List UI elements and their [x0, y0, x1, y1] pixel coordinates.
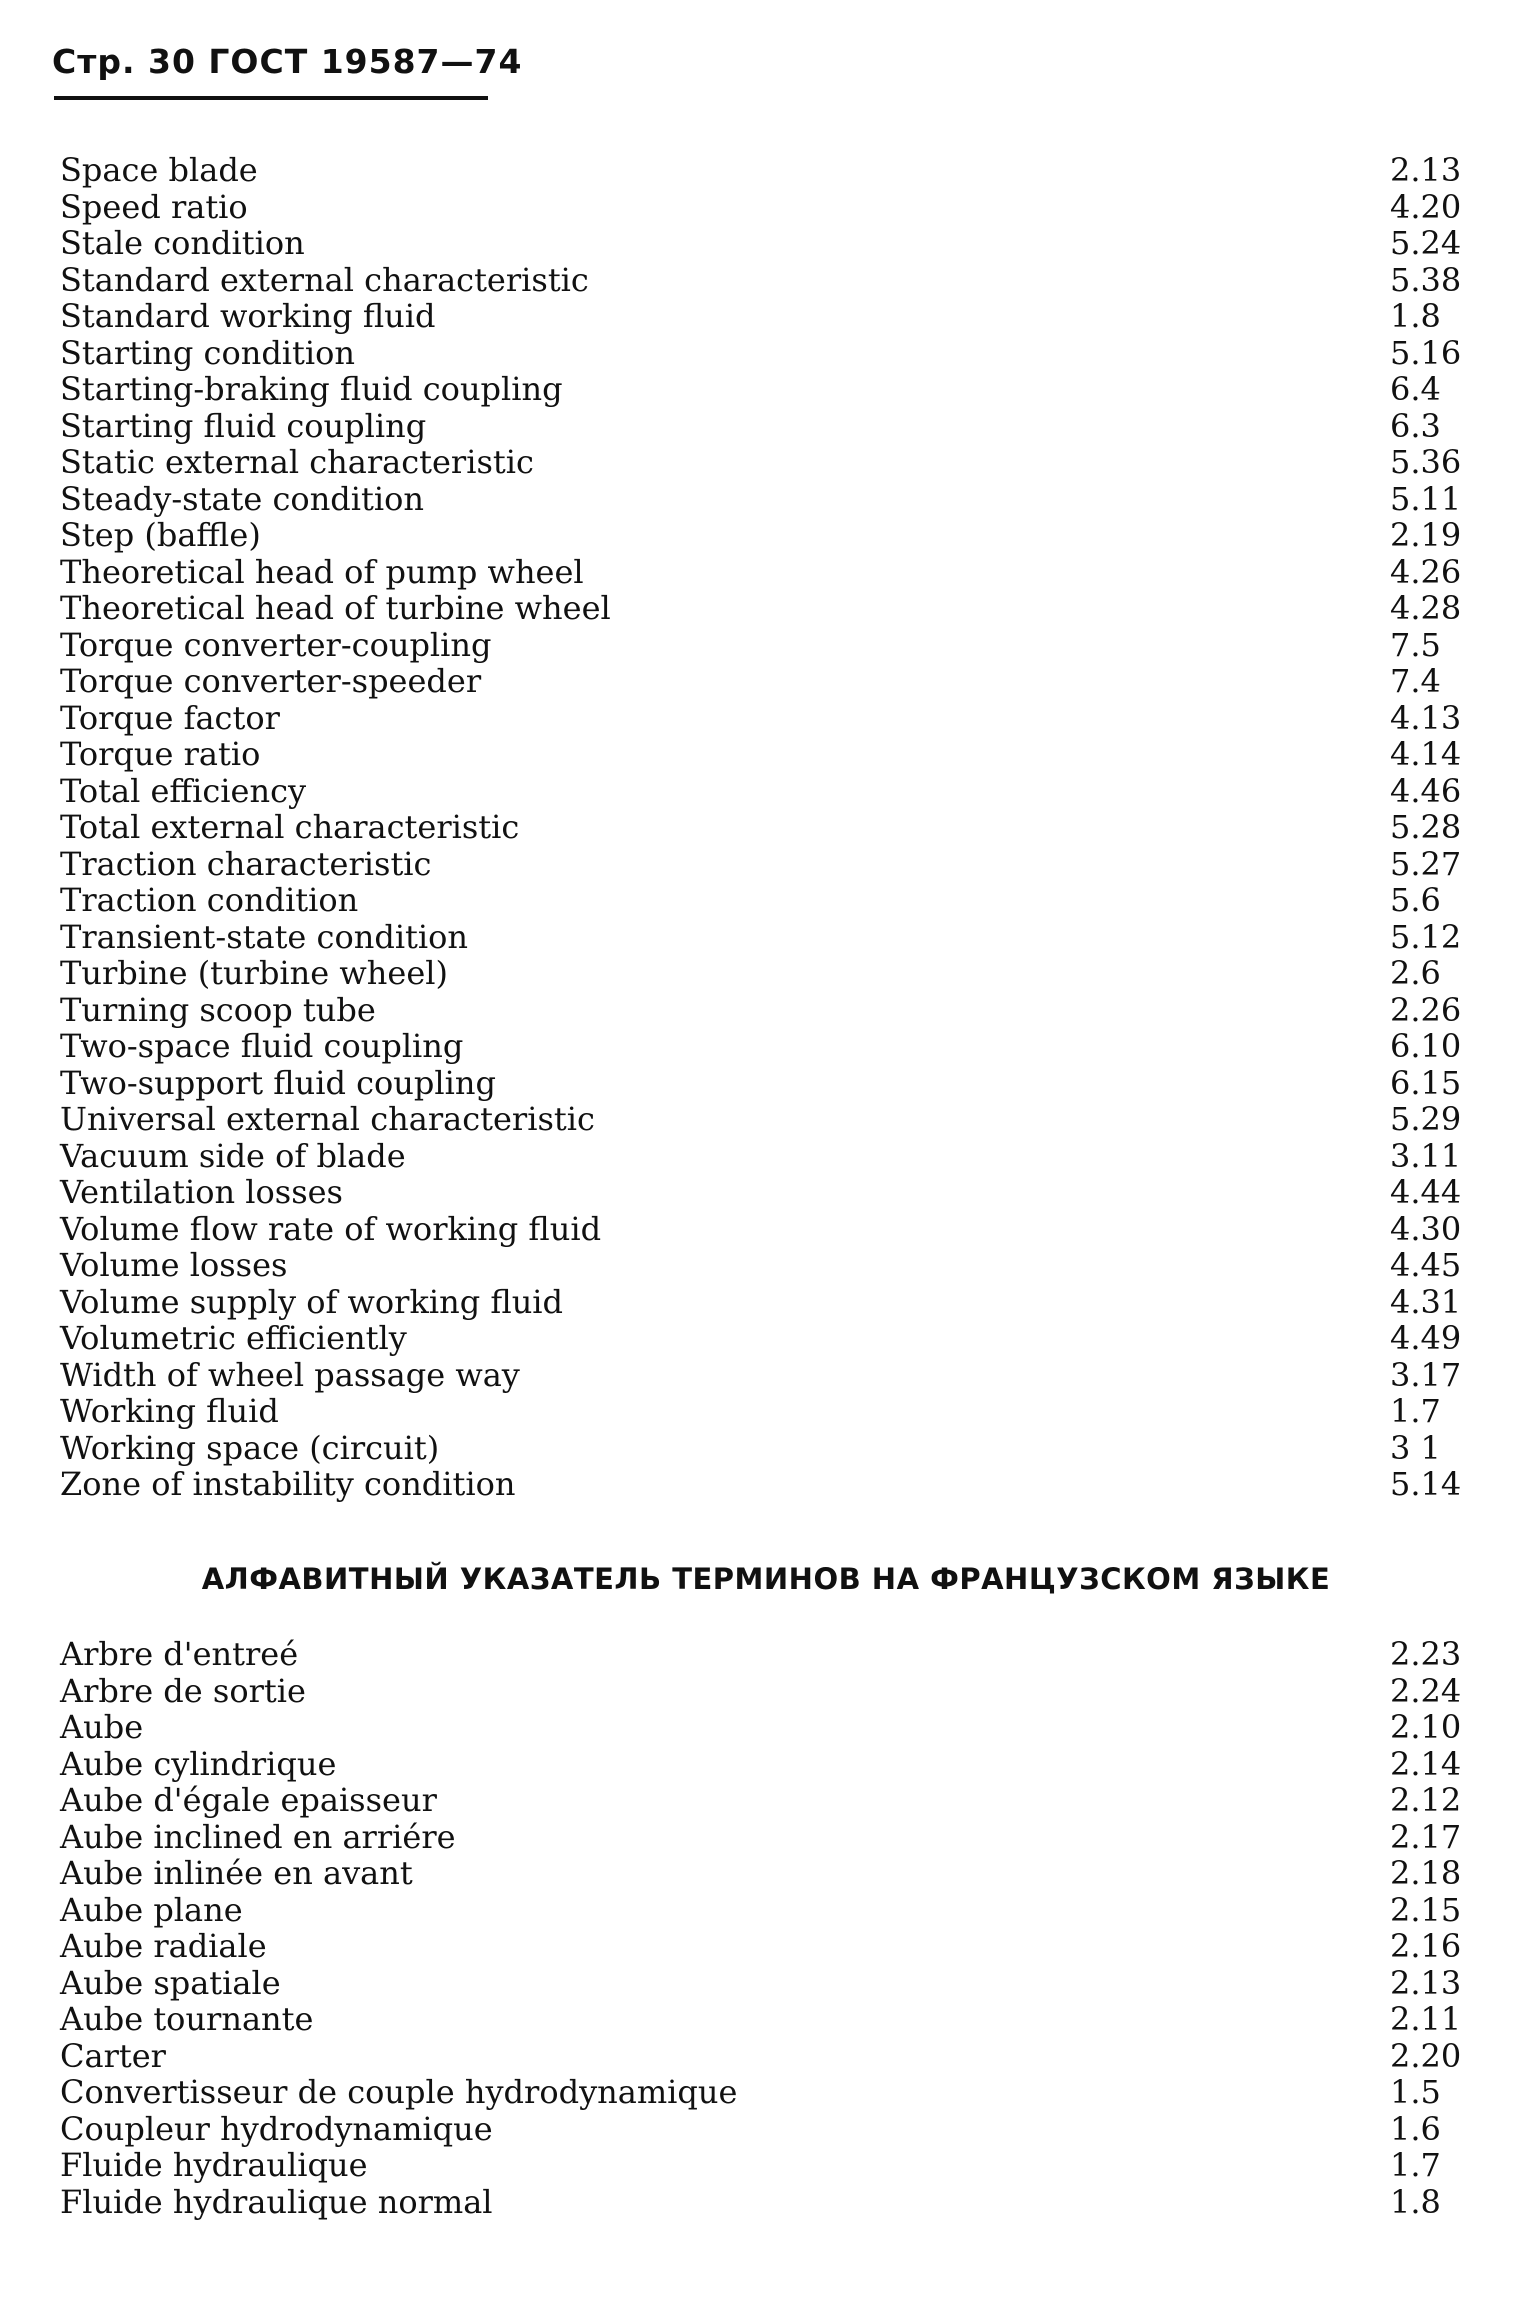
- index-term: Coupleur hydrodynamique: [60, 2109, 493, 2148]
- index-entry: [52, 554, 1462, 591]
- index-entry: [52, 152, 1462, 189]
- index-entry: [52, 1284, 1462, 1321]
- index-term: Starting fluid coupling: [60, 406, 427, 445]
- index-ref-number: 3.11: [1390, 1136, 1462, 1175]
- index-ref-number: 4.13: [1390, 698, 1462, 737]
- index-term: Total efficiency: [60, 771, 307, 810]
- index-ref-number: 2.24: [1390, 1671, 1462, 1710]
- index-term: Universal external characteristic: [60, 1100, 595, 1138]
- index-term: Arbre de sortie: [60, 1671, 306, 1710]
- index-entry: [52, 1211, 1462, 1248]
- index-term: Standard external characteristic: [60, 260, 589, 299]
- index-ref-number: 1.7: [1390, 2146, 1441, 2184]
- index-ref-number: 2.12: [1390, 1781, 1462, 1819]
- index-entry: [52, 1819, 1462, 1856]
- index-entry: [52, 1709, 1462, 1746]
- index-entry: [52, 262, 1462, 299]
- index-entry: [52, 2001, 1462, 2038]
- index-term: Volume losses: [60, 1246, 288, 1284]
- index-entry: [52, 225, 1462, 262]
- index-ref-number: 4.49: [1390, 1319, 1462, 1357]
- index-ref-number: 6.3: [1390, 406, 1441, 445]
- index-ref-number: 5.12: [1390, 917, 1462, 956]
- index-entry: [52, 517, 1462, 554]
- index-term: Volume supply of working fluid: [60, 1282, 564, 1321]
- french-terms-index: [52, 1636, 1462, 2220]
- index-entry: [52, 1928, 1462, 1965]
- index-ref-number: 1.7: [1390, 1392, 1441, 1430]
- index-entry: [52, 627, 1462, 664]
- index-ref-number: 2.19: [1390, 516, 1462, 554]
- index-entry: [52, 1636, 1462, 1673]
- index-entry: [52, 590, 1462, 627]
- index-ref-number: 4.14: [1390, 735, 1462, 773]
- french-index-heading: АЛФАВИТНЫЙ УКАЗАТЕЛЬ ТЕРМИНОВ НА ФРАНЦУЗСКОМ ЯЗЫКЕ: [201, 1562, 1331, 1596]
- index-term: Fluide hydraulique: [60, 2146, 368, 2184]
- index-term: Working fluid: [60, 1392, 279, 1430]
- index-entry: [52, 955, 1462, 992]
- index-term: Standard working fluid: [60, 297, 436, 335]
- index-ref-number: 2.20: [1390, 2036, 1462, 2075]
- index-entry: [52, 919, 1462, 956]
- index-ref-number: 1.5: [1390, 2073, 1441, 2111]
- index-ref-number: 6.10: [1390, 1027, 1462, 1065]
- index-ref-number: 4.45: [1390, 1246, 1462, 1284]
- index-ref-number: 7.5: [1390, 625, 1441, 664]
- index-entry: [52, 1174, 1462, 1211]
- index-term: Torque ratio: [60, 735, 261, 773]
- header-rule: [54, 96, 488, 100]
- index-entry: [52, 1138, 1462, 1175]
- index-term: Step (baffle): [60, 516, 261, 554]
- index-ref-number: 6.15: [1390, 1063, 1462, 1102]
- index-term: Total external characteristic: [60, 808, 520, 846]
- index-ref-number: 1.8: [1390, 2182, 1441, 2221]
- index-entry: [52, 1892, 1462, 1929]
- index-ref-number: 5.14: [1390, 1465, 1462, 1503]
- index-entry: [52, 809, 1462, 846]
- index-ref-number: 5.28: [1390, 808, 1462, 846]
- index-term: Aube inlinée en avant: [60, 1854, 413, 1892]
- index-ref-number: 5.27: [1390, 844, 1462, 883]
- index-term: Volume flow rate of working fluid: [60, 1209, 602, 1248]
- index-term: Steady-state condition: [60, 479, 424, 518]
- index-ref-number: 5.36: [1390, 443, 1462, 481]
- index-term: Aube radiale: [60, 1927, 267, 1965]
- index-entry: [52, 1430, 1462, 1467]
- index-ref-number: 5.29: [1390, 1100, 1462, 1138]
- index-entry: [52, 1965, 1462, 2002]
- index-ref-number: 4.26: [1390, 552, 1462, 591]
- index-entry: [52, 1101, 1462, 1138]
- index-term: Fluide hydraulique normal: [60, 2182, 493, 2221]
- english-terms-index: [52, 152, 1462, 1503]
- index-entry: [52, 882, 1462, 919]
- index-term: Torque converter-speeder: [60, 662, 482, 700]
- index-term: Convertisseur de couple hydrodynamique: [60, 2073, 738, 2111]
- index-term: Turning scoop tube: [60, 990, 376, 1029]
- index-term: Aube cylindrique: [60, 1744, 337, 1783]
- index-ref-number: 5.16: [1390, 333, 1462, 372]
- index-term: Starting-braking fluid coupling: [60, 370, 563, 408]
- index-ref-number: 3.17: [1390, 1355, 1462, 1394]
- index-entry: [52, 481, 1462, 518]
- index-term: Two-support fluid coupling: [60, 1063, 496, 1102]
- index-entry: [52, 298, 1462, 335]
- index-entry: [52, 992, 1462, 1029]
- index-term: Aube tournante: [60, 2000, 314, 2038]
- index-ref-number: 6.4: [1390, 370, 1441, 408]
- index-entry: [52, 2038, 1462, 2075]
- index-ref-number: 1.8: [1390, 297, 1441, 335]
- index-ref-number: 2.16: [1390, 1927, 1462, 1965]
- index-entry: [52, 1782, 1462, 1819]
- index-ref-number: 7.4: [1390, 662, 1441, 700]
- index-entry: [52, 700, 1462, 737]
- index-term: Transient-state condition: [60, 917, 469, 956]
- index-term: Starting condition: [60, 333, 355, 372]
- index-term: Zone of instability condition: [60, 1465, 516, 1503]
- index-term: Aube plane: [60, 1890, 243, 1929]
- index-ref-number: 1.6: [1390, 2109, 1441, 2148]
- index-entry: [52, 189, 1462, 226]
- index-entry: [52, 408, 1462, 445]
- index-ref-number: 2.10: [1390, 1708, 1462, 1746]
- index-entry: [52, 1855, 1462, 1892]
- index-entry: [52, 371, 1462, 408]
- index-entry: [52, 2147, 1462, 2184]
- index-term: Turbine (turbine wheel): [60, 954, 448, 992]
- index-term: Aube d'égale epaisseur: [60, 1781, 437, 1819]
- index-ref-number: 4.28: [1390, 589, 1462, 627]
- index-entry: [52, 1028, 1462, 1065]
- index-ref-number: 2.23: [1390, 1635, 1462, 1673]
- index-ref-number: 5.24: [1390, 224, 1462, 262]
- index-ref-number: 2.13: [1390, 151, 1462, 189]
- index-entry: [52, 1247, 1462, 1284]
- index-entry: [52, 2184, 1462, 2221]
- index-term: Traction characteristic: [60, 844, 432, 883]
- index-entry: [52, 1393, 1462, 1430]
- index-ref-number: 5.38: [1390, 260, 1462, 299]
- index-ref-number: 2.6: [1390, 954, 1441, 992]
- index-term: Theoretical head of pump wheel: [60, 552, 584, 591]
- index-term: Torque factor: [60, 698, 280, 737]
- index-entry: [52, 773, 1462, 810]
- index-entry: [52, 846, 1462, 883]
- index-ref-number: 2.14: [1390, 1744, 1462, 1783]
- index-entry: [52, 1673, 1462, 1710]
- index-term: Vacuum side of blade: [60, 1136, 406, 1175]
- index-entry: [52, 2111, 1462, 2148]
- index-term: Aube: [60, 1708, 144, 1746]
- page-header: Стр. 30 ГОСТ 19587—74: [52, 42, 523, 81]
- index-term: Static external characteristic: [60, 443, 534, 481]
- index-entry: [52, 1466, 1462, 1503]
- index-ref-number: 4.30: [1390, 1209, 1462, 1248]
- index-term: Two-space fluid coupling: [60, 1027, 464, 1065]
- index-ref-number: 2.15: [1390, 1890, 1462, 1929]
- index-term: Ventilation losses: [60, 1173, 343, 1211]
- index-ref-number: 3 1: [1390, 1428, 1441, 1467]
- index-entry: [52, 335, 1462, 372]
- index-ref-number: 2.17: [1390, 1817, 1462, 1856]
- index-term: Aube spatiale: [60, 1963, 281, 2002]
- index-ref-number: 4.44: [1390, 1173, 1462, 1211]
- index-ref-number: 4.20: [1390, 187, 1462, 226]
- index-ref-number: 5.6: [1390, 881, 1441, 919]
- index-term: Carter: [60, 2036, 166, 2075]
- index-term: Width of wheel passage way: [60, 1355, 520, 1394]
- index-entry: [52, 1065, 1462, 1102]
- index-term: Space blade: [60, 151, 258, 189]
- index-entry: [52, 1746, 1462, 1783]
- index-entry: [52, 444, 1462, 481]
- index-term: Speed ratio: [60, 187, 248, 226]
- index-ref-number: 5.11: [1390, 479, 1462, 518]
- index-ref-number: 4.46: [1390, 771, 1462, 810]
- index-entry: [52, 1320, 1462, 1357]
- index-ref-number: 2.11: [1390, 2000, 1462, 2038]
- index-term: Aube inclined en arriére: [60, 1817, 456, 1856]
- index-term: Theoretical head of turbine wheel: [60, 589, 611, 627]
- index-entry: [52, 1357, 1462, 1394]
- index-term: Traction condition: [60, 881, 359, 919]
- index-term: Stale condition: [60, 224, 305, 262]
- index-entry: [52, 663, 1462, 700]
- index-term: Torque converter-coupling: [60, 625, 492, 664]
- index-term: Arbre d'entreé: [60, 1635, 299, 1673]
- index-entry: [52, 736, 1462, 773]
- index-ref-number: 2.18: [1390, 1854, 1462, 1892]
- index-entry: [52, 2074, 1462, 2111]
- index-term: Working space (circuit): [60, 1428, 440, 1467]
- index-ref-number: 4.31: [1390, 1282, 1462, 1321]
- index-ref-number: 2.26: [1390, 990, 1462, 1029]
- index-ref-number: 2.13: [1390, 1963, 1462, 2002]
- index-term: Volumetric efficiently: [60, 1319, 407, 1357]
